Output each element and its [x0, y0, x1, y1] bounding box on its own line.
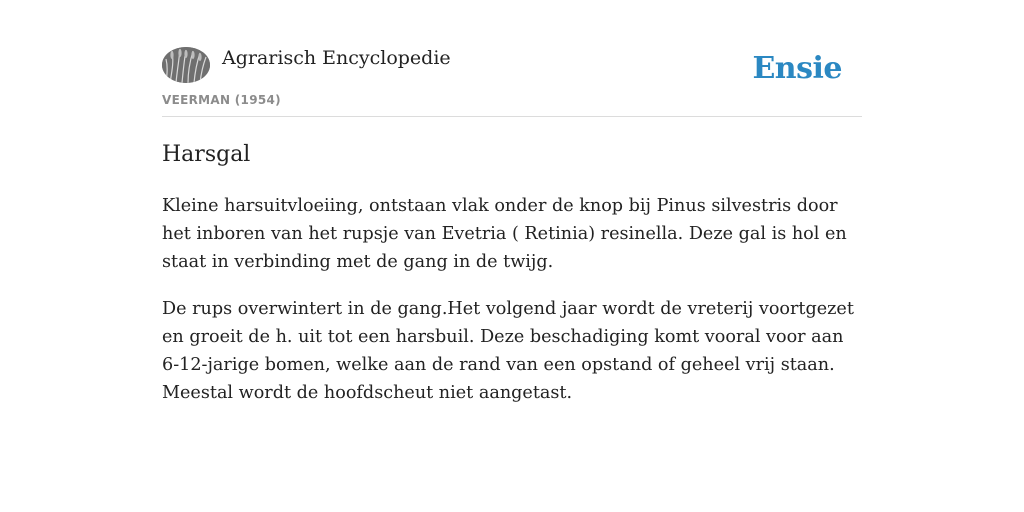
source-label: VEERMAN (1954) — [162, 93, 281, 107]
entry-paragraph-1: Kleine harsuitvloeiing, ontstaan vlak onder de knop bij Pinus silvestris door het inboren van het rupsje van Evetria ( Retinia) resinella. Deze gal is hol en staat in verbinding met de gang in de twijg. — [162, 196, 847, 272]
encyclopedia-header — [162, 0, 862, 117]
entry-title: Harsgal — [162, 142, 251, 167]
encyclopedia-title[interactable]: Agrarisch Encyclopedie — [222, 47, 451, 69]
entry-paragraph-2: De rups overwintert in de gang.Het volgend jaar wordt de vreterij voortgezet en groeit de h. uit tot een harsbuil. Deze beschadiging komt vooral voor aan 6-12-jarige bomen, welke aan de rand van een opstand of geheel vrij staan. Meestal wordt de hoofdscheut niet aangetast. — [162, 299, 854, 403]
ensie-logo-link[interactable]: Ensie — [752, 51, 842, 86]
page-container — [162, 0, 862, 403]
wheat-field-icon[interactable] — [162, 47, 210, 83]
